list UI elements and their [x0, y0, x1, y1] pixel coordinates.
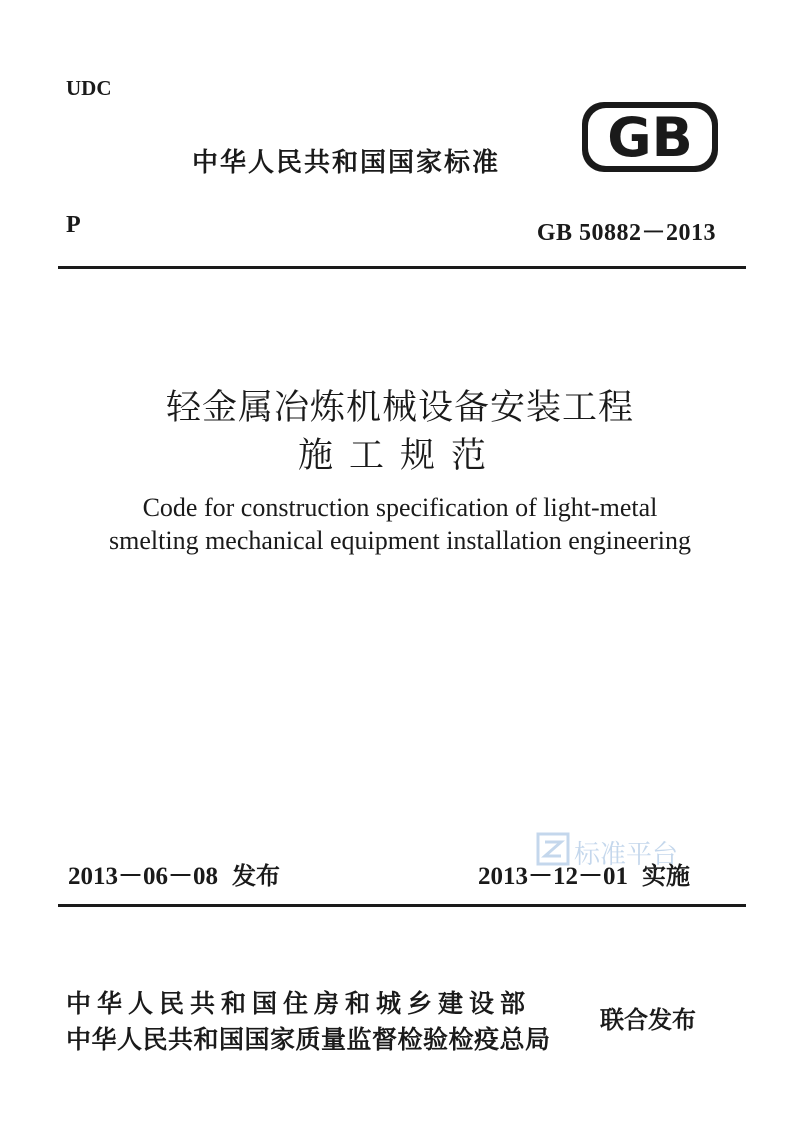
standard-category: 中华人民共和国国家标准: [192, 148, 501, 178]
classification-code: P: [66, 212, 81, 238]
gb-logo-icon: [580, 100, 720, 174]
title-cn-line1: 轻金属冶炼机械设备安装工程: [165, 388, 634, 428]
implement-date: 2013－12－01: [478, 863, 629, 890]
issue-label: 发布: [232, 862, 281, 890]
issue-date: 2013－06－08: [68, 863, 219, 890]
title-en-line1: Code for construction specification of light-metal: [142, 493, 658, 522]
watermark-text: 标准平台: [574, 840, 679, 870]
issue-date-block: [68, 856, 280, 892]
bottom-divider: [58, 904, 746, 907]
publisher-line2: 中华人民共和国国家质量监督检验检疫总局: [66, 1025, 551, 1054]
title-en-line2: smelting mechanical equipment installation engineering: [109, 526, 691, 555]
implement-label: 实施: [642, 862, 691, 890]
joint-publish-label: 联合发布: [600, 1006, 696, 1034]
implement-date-block: [478, 856, 690, 892]
title-cn-line2: 施工规范: [297, 436, 502, 476]
top-divider: [58, 266, 746, 269]
gb-logo-text: GB: [607, 106, 693, 169]
standard-number: GB 50882－2013: [536, 220, 716, 246]
udc-label: UDC: [66, 76, 112, 100]
publisher-line1: 中华人民共和国住房和城乡建设部: [66, 989, 532, 1018]
